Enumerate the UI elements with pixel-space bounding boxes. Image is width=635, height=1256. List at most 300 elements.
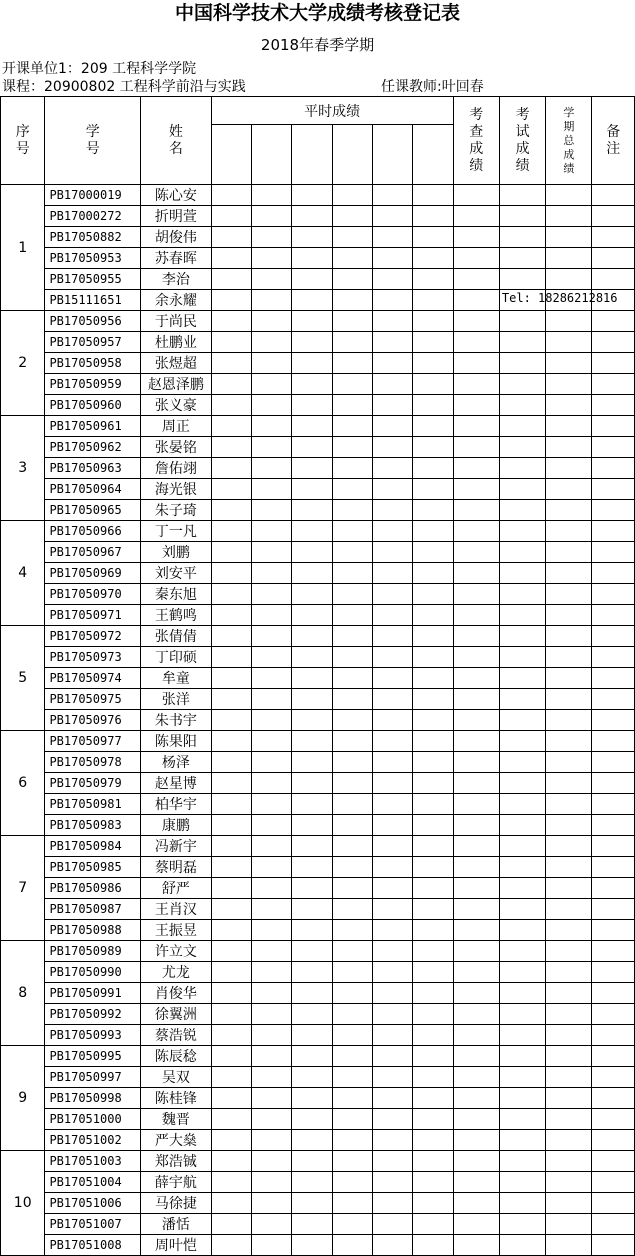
regular-grade-cell[interactable] — [252, 1046, 292, 1067]
regular-grade-cell[interactable] — [292, 605, 332, 626]
exam-cell[interactable] — [499, 962, 545, 983]
regular-grade-cell[interactable] — [372, 1172, 412, 1193]
remark-cell[interactable] — [592, 416, 635, 437]
regular-grade-cell[interactable] — [211, 248, 251, 269]
regular-grade-cell[interactable] — [292, 1067, 332, 1088]
regular-grade-cell[interactable] — [252, 1088, 292, 1109]
exam-check-cell[interactable] — [453, 983, 499, 1004]
exam-cell[interactable] — [499, 920, 545, 941]
total-grade-cell[interactable] — [546, 815, 592, 836]
exam-cell[interactable] — [499, 647, 545, 668]
regular-grade-cell[interactable] — [252, 416, 292, 437]
regular-grade-cell[interactable] — [211, 563, 251, 584]
regular-grade-cell[interactable] — [413, 542, 453, 563]
exam-check-cell[interactable] — [453, 269, 499, 290]
regular-grade-cell[interactable] — [252, 983, 292, 1004]
regular-grade-cell[interactable] — [413, 1130, 453, 1151]
exam-check-cell[interactable] — [453, 1088, 499, 1109]
regular-grade-cell[interactable] — [413, 815, 453, 836]
regular-grade-cell[interactable] — [332, 185, 372, 206]
total-grade-cell[interactable] — [546, 773, 592, 794]
regular-grade-cell[interactable] — [413, 269, 453, 290]
regular-grade-cell[interactable] — [292, 458, 332, 479]
regular-grade-cell[interactable] — [211, 374, 251, 395]
regular-grade-cell[interactable] — [292, 626, 332, 647]
regular-grade-cell[interactable] — [211, 1046, 251, 1067]
regular-grade-cell[interactable] — [413, 1088, 453, 1109]
regular-grade-cell[interactable] — [252, 689, 292, 710]
exam-cell[interactable] — [499, 983, 545, 1004]
regular-col-5[interactable] — [372, 125, 412, 185]
regular-col-1[interactable] — [211, 125, 251, 185]
regular-col-3[interactable] — [292, 125, 332, 185]
regular-grade-cell[interactable] — [292, 1130, 332, 1151]
regular-grade-cell[interactable] — [372, 815, 412, 836]
regular-grade-cell[interactable] — [413, 185, 453, 206]
remark-cell[interactable] — [592, 962, 635, 983]
exam-cell[interactable] — [499, 1004, 545, 1025]
exam-cell[interactable] — [499, 332, 545, 353]
remark-cell[interactable] — [592, 668, 635, 689]
regular-grade-cell[interactable] — [332, 668, 372, 689]
exam-check-cell[interactable] — [453, 899, 499, 920]
regular-grade-cell[interactable] — [372, 1214, 412, 1235]
exam-cell[interactable] — [499, 815, 545, 836]
regular-grade-cell[interactable] — [292, 647, 332, 668]
remark-cell[interactable] — [592, 1109, 635, 1130]
exam-cell[interactable] — [499, 689, 545, 710]
regular-grade-cell[interactable] — [292, 710, 332, 731]
exam-cell[interactable] — [499, 584, 545, 605]
regular-grade-cell[interactable] — [372, 1025, 412, 1046]
regular-grade-cell[interactable] — [211, 1193, 251, 1214]
total-grade-cell[interactable] — [546, 920, 592, 941]
exam-check-cell[interactable] — [453, 1067, 499, 1088]
remark-cell[interactable] — [592, 1130, 635, 1151]
regular-grade-cell[interactable] — [252, 920, 292, 941]
exam-cell[interactable] — [499, 1172, 545, 1193]
regular-grade-cell[interactable] — [372, 773, 412, 794]
regular-grade-cell[interactable] — [292, 878, 332, 899]
regular-grade-cell[interactable] — [332, 521, 372, 542]
exam-check-cell[interactable] — [453, 710, 499, 731]
regular-grade-cell[interactable] — [413, 983, 453, 1004]
regular-grade-cell[interactable] — [252, 1004, 292, 1025]
regular-grade-cell[interactable] — [252, 353, 292, 374]
regular-grade-cell[interactable] — [332, 395, 372, 416]
regular-grade-cell[interactable] — [413, 794, 453, 815]
regular-grade-cell[interactable] — [332, 1109, 372, 1130]
regular-grade-cell[interactable] — [292, 353, 332, 374]
exam-cell[interactable] — [499, 626, 545, 647]
regular-grade-cell[interactable] — [252, 605, 292, 626]
regular-grade-cell[interactable] — [292, 857, 332, 878]
remark-cell[interactable] — [592, 899, 635, 920]
exam-cell[interactable] — [499, 1193, 545, 1214]
regular-grade-cell[interactable] — [372, 290, 412, 311]
regular-grade-cell[interactable] — [252, 521, 292, 542]
regular-grade-cell[interactable] — [372, 269, 412, 290]
regular-grade-cell[interactable] — [372, 206, 412, 227]
remark-cell[interactable] — [592, 353, 635, 374]
regular-grade-cell[interactable] — [292, 206, 332, 227]
exam-check-cell[interactable] — [453, 731, 499, 752]
regular-grade-cell[interactable] — [413, 479, 453, 500]
remark-cell[interactable] — [592, 752, 635, 773]
regular-grade-cell[interactable] — [332, 731, 372, 752]
regular-grade-cell[interactable] — [211, 437, 251, 458]
total-grade-cell[interactable] — [546, 1172, 592, 1193]
regular-grade-cell[interactable] — [332, 815, 372, 836]
remark-cell[interactable] — [592, 248, 635, 269]
total-grade-cell[interactable] — [546, 626, 592, 647]
regular-grade-cell[interactable] — [292, 269, 332, 290]
regular-grade-cell[interactable] — [292, 416, 332, 437]
exam-check-cell[interactable] — [453, 290, 499, 311]
exam-check-cell[interactable] — [453, 962, 499, 983]
exam-cell[interactable] — [499, 731, 545, 752]
exam-check-cell[interactable] — [453, 878, 499, 899]
remark-cell[interactable] — [592, 815, 635, 836]
remark-cell[interactable] — [592, 521, 635, 542]
regular-grade-cell[interactable] — [332, 311, 372, 332]
regular-grade-cell[interactable] — [413, 773, 453, 794]
regular-grade-cell[interactable] — [413, 521, 453, 542]
total-grade-cell[interactable] — [546, 647, 592, 668]
regular-grade-cell[interactable] — [252, 836, 292, 857]
regular-grade-cell[interactable] — [372, 1046, 412, 1067]
remark-cell[interactable] — [592, 500, 635, 521]
regular-grade-cell[interactable] — [252, 458, 292, 479]
regular-grade-cell[interactable] — [332, 227, 372, 248]
exam-cell[interactable] — [499, 290, 618, 311]
total-grade-cell[interactable] — [546, 416, 592, 437]
total-grade-cell[interactable] — [546, 269, 592, 290]
regular-grade-cell[interactable] — [413, 1067, 453, 1088]
exam-check-cell[interactable] — [453, 1235, 499, 1256]
total-grade-cell[interactable] — [546, 206, 592, 227]
exam-cell[interactable] — [499, 899, 545, 920]
remark-cell[interactable] — [592, 773, 635, 794]
exam-cell[interactable] — [499, 941, 545, 962]
regular-grade-cell[interactable] — [211, 794, 251, 815]
regular-grade-cell[interactable] — [413, 1193, 453, 1214]
regular-grade-cell[interactable] — [252, 773, 292, 794]
regular-grade-cell[interactable] — [332, 1214, 372, 1235]
regular-grade-cell[interactable] — [292, 1025, 332, 1046]
exam-check-cell[interactable] — [453, 353, 499, 374]
exam-check-cell[interactable] — [453, 1214, 499, 1235]
regular-grade-cell[interactable] — [413, 458, 453, 479]
total-grade-cell[interactable] — [546, 941, 592, 962]
regular-grade-cell[interactable] — [372, 626, 412, 647]
total-grade-cell[interactable] — [546, 563, 592, 584]
regular-grade-cell[interactable] — [252, 227, 292, 248]
regular-grade-cell[interactable] — [252, 962, 292, 983]
regular-grade-cell[interactable] — [211, 1025, 251, 1046]
exam-cell[interactable] — [499, 374, 545, 395]
regular-grade-cell[interactable] — [332, 836, 372, 857]
regular-grade-cell[interactable] — [292, 1109, 332, 1130]
regular-grade-cell[interactable] — [413, 920, 453, 941]
total-grade-cell[interactable] — [546, 227, 592, 248]
regular-grade-cell[interactable] — [292, 815, 332, 836]
total-grade-cell[interactable] — [546, 479, 592, 500]
regular-grade-cell[interactable] — [372, 353, 412, 374]
regular-grade-cell[interactable] — [292, 311, 332, 332]
total-grade-cell[interactable] — [546, 605, 592, 626]
regular-grade-cell[interactable] — [332, 647, 372, 668]
exam-check-cell[interactable] — [453, 185, 499, 206]
regular-grade-cell[interactable] — [292, 332, 332, 353]
regular-grade-cell[interactable] — [252, 857, 292, 878]
regular-grade-cell[interactable] — [211, 395, 251, 416]
total-grade-cell[interactable] — [546, 521, 592, 542]
regular-grade-cell[interactable] — [372, 458, 412, 479]
regular-grade-cell[interactable] — [252, 395, 292, 416]
regular-grade-cell[interactable] — [252, 878, 292, 899]
regular-grade-cell[interactable] — [332, 1235, 372, 1256]
regular-grade-cell[interactable] — [252, 311, 292, 332]
regular-grade-cell[interactable] — [292, 374, 332, 395]
regular-grade-cell[interactable] — [292, 479, 332, 500]
exam-check-cell[interactable] — [453, 836, 499, 857]
exam-cell[interactable] — [499, 437, 545, 458]
remark-cell[interactable] — [592, 836, 635, 857]
regular-grade-cell[interactable] — [332, 248, 372, 269]
exam-check-cell[interactable] — [453, 1130, 499, 1151]
regular-grade-cell[interactable] — [372, 962, 412, 983]
remark-cell[interactable] — [592, 227, 635, 248]
regular-grade-cell[interactable] — [211, 962, 251, 983]
total-grade-cell[interactable] — [546, 794, 592, 815]
regular-grade-cell[interactable] — [292, 1046, 332, 1067]
total-grade-cell[interactable] — [546, 500, 592, 521]
remark-cell[interactable] — [592, 563, 635, 584]
regular-grade-cell[interactable] — [332, 332, 372, 353]
regular-grade-cell[interactable] — [413, 332, 453, 353]
regular-grade-cell[interactable] — [292, 248, 332, 269]
regular-grade-cell[interactable] — [252, 815, 292, 836]
total-grade-cell[interactable] — [546, 878, 592, 899]
total-grade-cell[interactable] — [546, 1046, 592, 1067]
regular-grade-cell[interactable] — [252, 185, 292, 206]
regular-grade-cell[interactable] — [211, 542, 251, 563]
regular-grade-cell[interactable] — [211, 290, 251, 311]
regular-grade-cell[interactable] — [292, 1235, 332, 1256]
remark-cell[interactable] — [592, 920, 635, 941]
remark-cell[interactable] — [592, 605, 635, 626]
regular-grade-cell[interactable] — [252, 374, 292, 395]
regular-grade-cell[interactable] — [332, 1004, 372, 1025]
regular-grade-cell[interactable] — [332, 752, 372, 773]
regular-grade-cell[interactable] — [252, 794, 292, 815]
regular-grade-cell[interactable] — [292, 689, 332, 710]
exam-cell[interactable] — [499, 500, 545, 521]
exam-check-cell[interactable] — [453, 584, 499, 605]
regular-grade-cell[interactable] — [252, 1067, 292, 1088]
exam-check-cell[interactable] — [453, 248, 499, 269]
remark-cell[interactable] — [592, 584, 635, 605]
regular-grade-cell[interactable] — [372, 311, 412, 332]
regular-grade-cell[interactable] — [413, 878, 453, 899]
regular-grade-cell[interactable] — [413, 899, 453, 920]
regular-grade-cell[interactable] — [332, 206, 372, 227]
exam-check-cell[interactable] — [453, 311, 499, 332]
regular-grade-cell[interactable] — [372, 668, 412, 689]
regular-grade-cell[interactable] — [413, 437, 453, 458]
regular-grade-cell[interactable] — [211, 1235, 251, 1256]
regular-grade-cell[interactable] — [211, 731, 251, 752]
regular-col-2[interactable] — [252, 125, 292, 185]
regular-grade-cell[interactable] — [252, 1193, 292, 1214]
total-grade-cell[interactable] — [546, 584, 592, 605]
exam-cell[interactable] — [499, 710, 545, 731]
remark-cell[interactable] — [592, 689, 635, 710]
exam-check-cell[interactable] — [453, 857, 499, 878]
regular-grade-cell[interactable] — [211, 773, 251, 794]
remark-cell[interactable] — [592, 1004, 635, 1025]
exam-cell[interactable] — [499, 206, 545, 227]
regular-grade-cell[interactable] — [413, 731, 453, 752]
total-grade-cell[interactable] — [546, 1214, 592, 1235]
regular-grade-cell[interactable] — [252, 269, 292, 290]
exam-cell[interactable] — [499, 1067, 545, 1088]
regular-grade-cell[interactable] — [292, 920, 332, 941]
regular-grade-cell[interactable] — [211, 752, 251, 773]
regular-grade-cell[interactable] — [332, 941, 372, 962]
regular-grade-cell[interactable] — [252, 1130, 292, 1151]
exam-cell[interactable] — [499, 563, 545, 584]
exam-check-cell[interactable] — [453, 479, 499, 500]
remark-cell[interactable] — [592, 1046, 635, 1067]
total-grade-cell[interactable] — [546, 1235, 592, 1256]
remark-cell[interactable] — [592, 647, 635, 668]
exam-check-cell[interactable] — [453, 773, 499, 794]
regular-grade-cell[interactable] — [413, 626, 453, 647]
regular-grade-cell[interactable] — [413, 353, 453, 374]
regular-grade-cell[interactable] — [252, 563, 292, 584]
remark-cell[interactable] — [592, 458, 635, 479]
total-grade-cell[interactable] — [546, 437, 592, 458]
regular-grade-cell[interactable] — [372, 395, 412, 416]
remark-cell[interactable] — [592, 710, 635, 731]
exam-cell[interactable] — [499, 269, 545, 290]
regular-grade-cell[interactable] — [211, 668, 251, 689]
total-grade-cell[interactable] — [546, 857, 592, 878]
regular-grade-cell[interactable] — [372, 689, 412, 710]
regular-grade-cell[interactable] — [332, 878, 372, 899]
regular-grade-cell[interactable] — [413, 1025, 453, 1046]
regular-grade-cell[interactable] — [211, 584, 251, 605]
regular-grade-cell[interactable] — [292, 836, 332, 857]
exam-check-cell[interactable] — [453, 647, 499, 668]
regular-grade-cell[interactable] — [252, 1109, 292, 1130]
remark-cell[interactable] — [592, 1172, 635, 1193]
regular-grade-cell[interactable] — [211, 920, 251, 941]
regular-grade-cell[interactable] — [372, 185, 412, 206]
total-grade-cell[interactable] — [546, 248, 592, 269]
regular-grade-cell[interactable] — [332, 374, 372, 395]
regular-grade-cell[interactable] — [372, 1004, 412, 1025]
exam-cell[interactable] — [499, 1109, 545, 1130]
regular-grade-cell[interactable] — [372, 920, 412, 941]
regular-grade-cell[interactable] — [252, 542, 292, 563]
regular-grade-cell[interactable] — [252, 332, 292, 353]
exam-cell[interactable] — [499, 542, 545, 563]
regular-grade-cell[interactable] — [332, 500, 372, 521]
regular-col-4[interactable] — [332, 125, 372, 185]
regular-grade-cell[interactable] — [292, 185, 332, 206]
remark-cell[interactable] — [592, 1214, 635, 1235]
exam-check-cell[interactable] — [453, 920, 499, 941]
regular-grade-cell[interactable] — [372, 647, 412, 668]
exam-cell[interactable] — [499, 605, 545, 626]
regular-grade-cell[interactable] — [292, 794, 332, 815]
regular-grade-cell[interactable] — [211, 269, 251, 290]
regular-grade-cell[interactable] — [332, 416, 372, 437]
remark-cell[interactable] — [592, 1088, 635, 1109]
remark-cell[interactable] — [592, 395, 635, 416]
regular-grade-cell[interactable] — [252, 1025, 292, 1046]
total-grade-cell[interactable] — [546, 332, 592, 353]
regular-grade-cell[interactable] — [211, 458, 251, 479]
regular-grade-cell[interactable] — [372, 605, 412, 626]
exam-check-cell[interactable] — [453, 458, 499, 479]
total-grade-cell[interactable] — [546, 710, 592, 731]
regular-grade-cell[interactable] — [413, 1004, 453, 1025]
regular-grade-cell[interactable] — [292, 395, 332, 416]
exam-check-cell[interactable] — [453, 542, 499, 563]
regular-grade-cell[interactable] — [211, 647, 251, 668]
exam-check-cell[interactable] — [453, 941, 499, 962]
regular-grade-cell[interactable] — [332, 353, 372, 374]
total-grade-cell[interactable] — [546, 542, 592, 563]
exam-check-cell[interactable] — [453, 1046, 499, 1067]
regular-grade-cell[interactable] — [292, 773, 332, 794]
total-grade-cell[interactable] — [546, 983, 592, 1004]
regular-grade-cell[interactable] — [252, 626, 292, 647]
regular-grade-cell[interactable] — [211, 479, 251, 500]
remark-cell[interactable] — [592, 1235, 635, 1256]
regular-grade-cell[interactable] — [292, 983, 332, 1004]
exam-check-cell[interactable] — [453, 794, 499, 815]
regular-grade-cell[interactable] — [332, 920, 372, 941]
regular-grade-cell[interactable] — [413, 500, 453, 521]
regular-grade-cell[interactable] — [292, 1193, 332, 1214]
regular-grade-cell[interactable] — [372, 983, 412, 1004]
total-grade-cell[interactable] — [546, 353, 592, 374]
regular-grade-cell[interactable] — [413, 962, 453, 983]
exam-cell[interactable] — [499, 311, 545, 332]
exam-cell[interactable] — [499, 227, 545, 248]
regular-grade-cell[interactable] — [252, 899, 292, 920]
regular-grade-cell[interactable] — [372, 941, 412, 962]
regular-grade-cell[interactable] — [372, 878, 412, 899]
exam-cell[interactable] — [499, 752, 545, 773]
regular-grade-cell[interactable] — [372, 1130, 412, 1151]
regular-grade-cell[interactable] — [332, 962, 372, 983]
regular-grade-cell[interactable] — [211, 1088, 251, 1109]
exam-cell[interactable] — [499, 416, 545, 437]
regular-grade-cell[interactable] — [211, 500, 251, 521]
regular-grade-cell[interactable] — [292, 290, 332, 311]
exam-cell[interactable] — [499, 1235, 545, 1256]
exam-cell[interactable] — [499, 479, 545, 500]
regular-grade-cell[interactable] — [211, 710, 251, 731]
remark-cell[interactable] — [592, 332, 635, 353]
total-grade-cell[interactable] — [546, 1088, 592, 1109]
